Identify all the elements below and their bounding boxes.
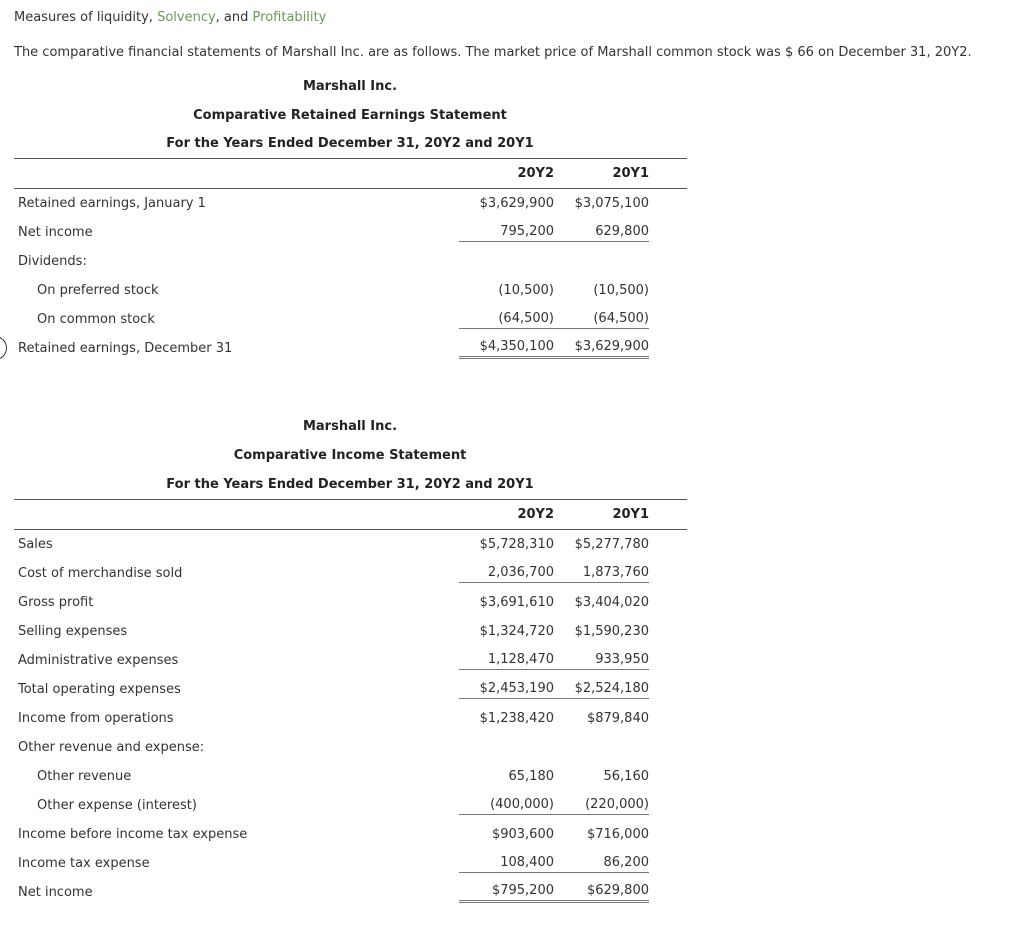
- table-row: [14, 334, 687, 363]
- table-row: [14, 849, 687, 878]
- row-label: Total operating expenses: [18, 682, 181, 697]
- table-row: [14, 559, 687, 588]
- value-20Y1: $3,629,900: [554, 339, 649, 359]
- value-20Y1: $2,524,180: [554, 681, 649, 699]
- value-20Y1: 933,950: [554, 652, 649, 670]
- value-20Y1: $3,404,020: [574, 595, 649, 610]
- row-label: Other revenue: [37, 769, 132, 784]
- value-20Y2: $3,629,900: [479, 196, 554, 211]
- row-label: Dividends:: [18, 254, 87, 269]
- table-row: [14, 646, 687, 675]
- income-statement-period: For the Years Ended December 31, 20Y2 and 20Y1: [166, 477, 534, 492]
- value-20Y2: (400,000): [459, 797, 554, 815]
- table-row: [14, 675, 687, 704]
- value-20Y2: $4,350,100: [459, 339, 554, 359]
- table-row: [14, 305, 687, 334]
- retained-earnings-table: [14, 158, 687, 363]
- row-label: Sales: [18, 537, 53, 552]
- value-20Y2: $2,453,190: [459, 681, 554, 699]
- table-row: [14, 218, 687, 247]
- value-20Y1: (220,000): [554, 797, 649, 815]
- row-label: Cost of merchandise sold: [18, 566, 183, 581]
- value-20Y1: $5,277,780: [574, 537, 649, 552]
- value-20Y2: $903,600: [491, 827, 554, 842]
- value-20Y1: 1,873,760: [554, 565, 649, 583]
- row-label: Retained earnings, January 1: [18, 196, 206, 211]
- row-label: Income from operations: [18, 711, 174, 726]
- profitability-link[interactable]: Profitability: [252, 10, 327, 25]
- table-row: [14, 878, 687, 907]
- intro-text: The comparative financial statements of Marshall Inc. are as follows. The market price of Marshall common stock was $ 66 on December 31, 20Y2.: [14, 45, 972, 60]
- retained-company-name: Marshall Inc.: [302, 79, 398, 94]
- value-20Y1: (10,500): [593, 283, 649, 298]
- page-title: [14, 10, 326, 25]
- value-20Y2: 1,128,470: [459, 652, 554, 670]
- table-row: [14, 588, 687, 617]
- table-header-row: [14, 159, 687, 189]
- row-label: Net income: [18, 225, 93, 240]
- value-20Y1: $629,800: [554, 883, 649, 903]
- row-label: Gross profit: [18, 595, 94, 610]
- value-20Y1: (64,500): [554, 311, 649, 329]
- row-label: Income before income tax expense: [18, 827, 248, 842]
- row-label: Other revenue and expense:: [18, 740, 205, 755]
- value-20Y2: $5,728,310: [479, 537, 554, 552]
- table-row: [14, 617, 687, 646]
- retained-statement-title: Comparative Retained Earnings Statement: [193, 108, 507, 123]
- table-row: [14, 791, 687, 820]
- value-20Y1: 629,800: [554, 224, 649, 242]
- col-header-20Y2: 20Y2: [517, 507, 554, 522]
- table-row: [14, 276, 687, 305]
- table-row: [14, 530, 687, 560]
- value-20Y1: $716,000: [586, 827, 649, 842]
- row-label: On common stock: [37, 312, 155, 327]
- value-20Y2: (64,500): [459, 311, 554, 329]
- value-20Y2: (10,500): [498, 283, 554, 298]
- retained-statement-period: For the Years Ended December 31, 20Y2 and 20Y1: [166, 136, 534, 151]
- table-row: [14, 704, 687, 733]
- row-label: Retained earnings, December 31: [18, 341, 233, 356]
- col-header-20Y2: 20Y2: [517, 166, 554, 181]
- value-20Y1: 86,200: [554, 855, 649, 873]
- table-row: [14, 189, 687, 219]
- row-label: On preferred stock: [37, 283, 159, 298]
- value-20Y2: $1,238,420: [479, 711, 554, 726]
- value-20Y2: 65,180: [508, 769, 554, 784]
- income-statement-title: Comparative Income Statement: [233, 448, 467, 463]
- row-label: Income tax expense: [18, 856, 150, 871]
- value-20Y2: $1,324,720: [479, 624, 554, 639]
- col-header-20Y1: 20Y1: [612, 166, 649, 181]
- solvency-link[interactable]: Solvency: [157, 10, 216, 25]
- table-row: [14, 762, 687, 791]
- value-20Y2: 2,036,700: [459, 565, 554, 583]
- value-20Y1: $3,075,100: [574, 196, 649, 211]
- table-row: [14, 247, 687, 276]
- value-20Y1: 56,160: [603, 769, 649, 784]
- partial-circle-icon: [0, 336, 7, 360]
- table-row: [14, 820, 687, 849]
- income-company-name: Marshall Inc.: [302, 419, 398, 434]
- title-text-1: Measures of liquidity,: [14, 10, 158, 25]
- row-label: Other expense (interest): [37, 798, 197, 813]
- row-label: Net income: [18, 885, 93, 900]
- value-20Y1: $1,590,230: [574, 624, 649, 639]
- col-header-20Y1: 20Y1: [612, 507, 649, 522]
- table-row: [14, 733, 687, 762]
- row-label: Selling expenses: [18, 624, 128, 639]
- income-statement-table: [14, 499, 687, 907]
- value-20Y2: 795,200: [459, 224, 554, 242]
- value-20Y2: 108,400: [459, 855, 554, 873]
- value-20Y2: $795,200: [459, 883, 554, 903]
- value-20Y2: $3,691,610: [479, 595, 554, 610]
- title-text-2: , and: [215, 10, 253, 25]
- table-header-row: [14, 500, 687, 530]
- value-20Y1: $879,840: [586, 711, 649, 726]
- row-label: Administrative expenses: [18, 653, 179, 668]
